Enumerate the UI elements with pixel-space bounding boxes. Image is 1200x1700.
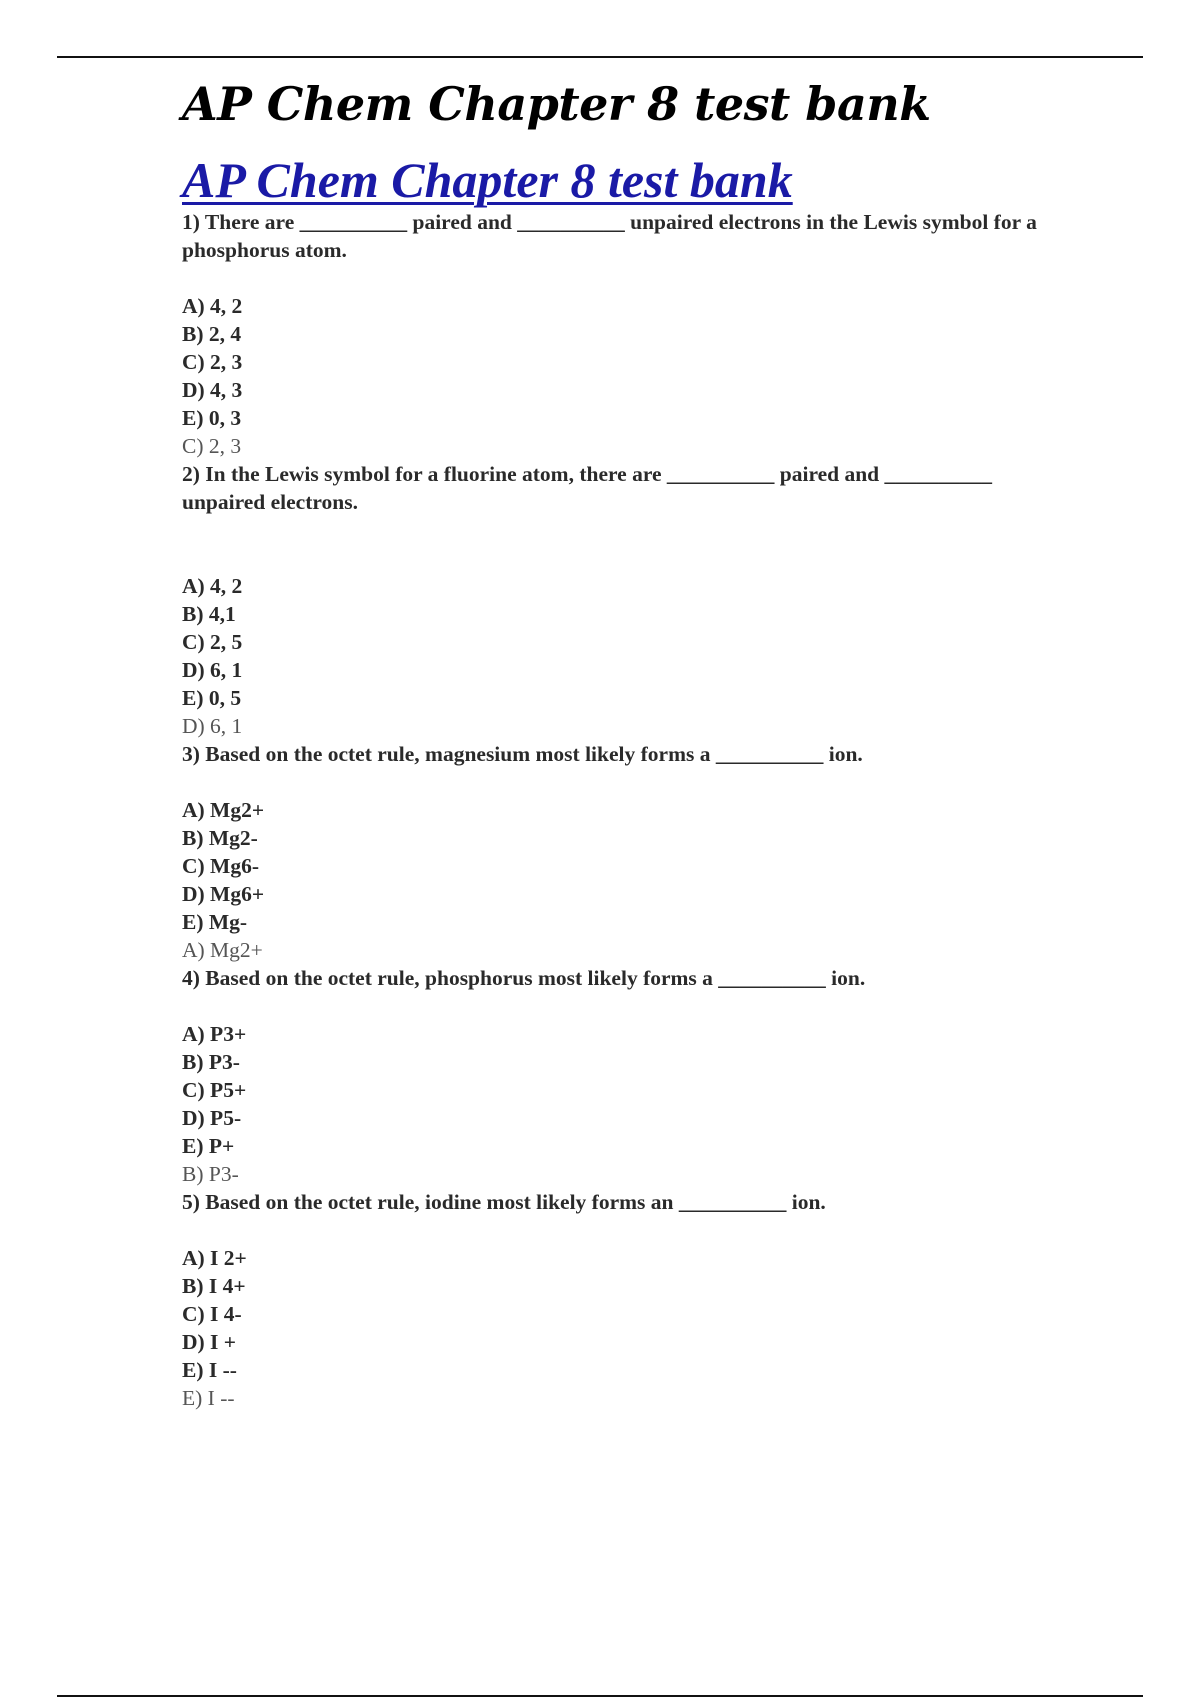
option-e: E) 0, 3	[182, 406, 242, 430]
title-link[interactable]: AP Chem Chapter 8 test bank	[182, 152, 793, 208]
option-d: D) Mg6+	[182, 882, 265, 906]
document-body	[182, 70, 1062, 1412]
question-2	[182, 460, 1062, 740]
answer-key: D) 6, 1	[182, 714, 243, 738]
option-a: A) P3+	[182, 1022, 247, 1046]
option-e: E) Mg-	[182, 910, 248, 934]
option-a: A) 4, 2	[182, 574, 243, 598]
question-4	[182, 964, 1062, 1188]
option-a: A) Mg2+	[182, 798, 265, 822]
option-c: C) I 4-	[182, 1302, 242, 1326]
option-c: C) Mg6-	[182, 854, 260, 878]
option-a: A) I 2+	[182, 1246, 247, 1270]
answer-key: A) Mg2+	[182, 938, 263, 962]
option-e: E) 0, 5	[182, 686, 242, 710]
option-d: D) I +	[182, 1330, 237, 1354]
option-c: C) 2, 5	[182, 630, 243, 654]
answer-key: E) I --	[182, 1386, 235, 1410]
question-text: 2) In the Lewis symbol for a fluorine atom, there are __________ paired and __________ unpaired electrons.	[182, 462, 993, 514]
question-5	[182, 1188, 1062, 1412]
page-title: AP Chem Chapter 8 test bank	[182, 77, 931, 131]
option-b: B) 2, 4	[182, 322, 242, 346]
bottom-rule	[57, 1695, 1143, 1697]
question-1	[182, 208, 1062, 460]
option-d: D) 4, 3	[182, 378, 243, 402]
answer-key: B) P3-	[182, 1162, 239, 1186]
answer-key: C) 2, 3	[182, 434, 242, 458]
option-b: B) P3-	[182, 1050, 240, 1074]
question-text: 3) Based on the octet rule, magnesium most likely forms a __________ ion.	[182, 742, 863, 766]
question-3	[182, 740, 1062, 964]
top-rule	[57, 56, 1143, 58]
option-c: C) 2, 3	[182, 350, 243, 374]
option-b: B) 4,1	[182, 602, 236, 626]
option-e: E) P+	[182, 1134, 235, 1158]
question-text: 1) There are __________ paired and __________ unpaired electrons in the Lewis symbol for a phosphorus atom.	[182, 210, 1037, 262]
question-text: 4) Based on the octet rule, phosphorus most likely forms a __________ ion.	[182, 966, 866, 990]
option-b: B) I 4+	[182, 1274, 246, 1298]
option-c: C) P5+	[182, 1078, 247, 1102]
option-b: B) Mg2-	[182, 826, 258, 850]
option-d: D) P5-	[182, 1106, 242, 1130]
option-d: D) 6, 1	[182, 658, 243, 682]
question-text: 5) Based on the octet rule, iodine most likely forms an __________ ion.	[182, 1190, 826, 1214]
option-a: A) 4, 2	[182, 294, 243, 318]
option-e: E) I --	[182, 1358, 237, 1382]
